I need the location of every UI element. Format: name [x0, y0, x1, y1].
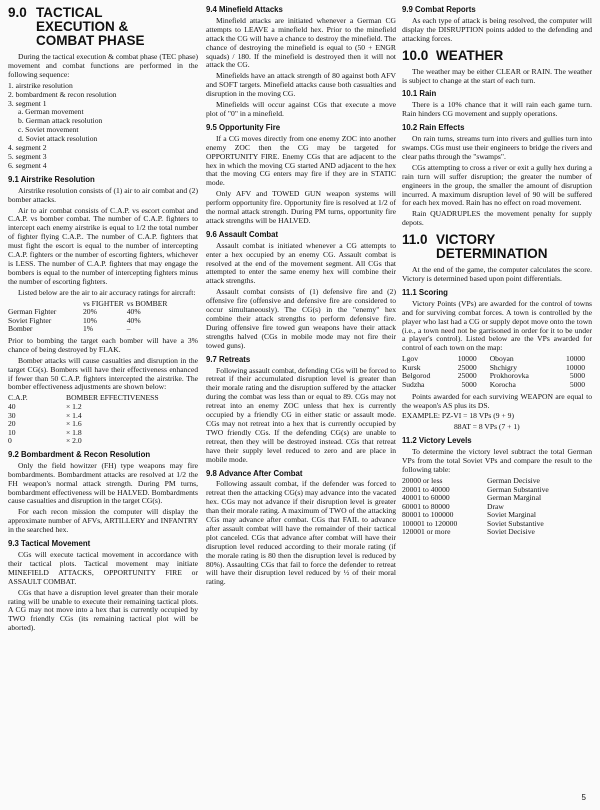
paragraph: Listed below are the air to air accuracy ratings for aircraft:: [18, 287, 196, 297]
table-cell: Draw: [487, 501, 504, 511]
table-cell: Lgov: [402, 354, 419, 364]
subsection-heading: 9.8 Advance After Combat: [206, 468, 303, 478]
list-item: 1. airstrike resolution: [8, 80, 73, 90]
table-cell: 80001 to 100000: [402, 510, 454, 520]
paragraph: At the end of the game, the computer calculates the score. Victory is determined based upon point differentials.: [402, 265, 592, 284]
table-cell: German Marginal: [487, 493, 542, 503]
list-item: c. Soviet movement: [18, 125, 79, 135]
section-10-heading: [402, 49, 592, 63]
sequence-list: [8, 82, 198, 171]
table-cell: × 1.8: [66, 427, 82, 437]
table-cell: 25000: [457, 362, 477, 372]
paragraph: For each recon mission the computer will display the approximate number of AFVs, ARTILLERY and INFANTRY in the searched hex.: [8, 507, 198, 535]
table-row: [8, 437, 162, 446]
table-cell: German Fighter: [8, 307, 57, 317]
table-cell: German Substantive: [487, 484, 549, 494]
paragraph: Following assault combat, if the defender was forced to retreat then the attacking CG(s) may advance into the vacated hex. CGs may not advance if their disruption level is greater than their morale rating. A maximum of TWO of the attacking CGs may advance after combat. CGs that FAIL to advance after assault combat will have the remainder of their tactical plot canceled. CGs that advance after combat will have their disruption level reduced according to their morale rating (if the morale rating is 80 then the disruption level is reduced by 80%). Assaulting CGs that fail to force the defender to retreat will have their disruption level reduced by ½ of their moral rating.: [206, 479, 396, 587]
paragraph: Prior to bombing the target each bomber will have a 3% chance of being destroyed by FLAK.: [8, 335, 198, 354]
paragraph: On rain turns, streams turn into rivers and gullies turn into swamps. CGs must use their engineers to bridge the rivers and clear paths through the "swamps".: [402, 134, 592, 161]
paragraph: Victory Points (VPs) are awarded for the control of towns and for surviving combat forces. A town is controlled by the player who last had a CG or supply depot move onto the town (i.e., a town need not be garrisoned in order for it to be under a player's control). Listed below are the VPs awarded for control of each town on the map:: [402, 298, 592, 353]
table-cell: 20001 to 40000: [402, 484, 450, 494]
table-cell: Soviet Fighter: [8, 315, 52, 325]
list-item: a. German movement: [18, 107, 84, 117]
table-row: [8, 420, 162, 429]
table-cell: Prokhorovka: [489, 371, 529, 381]
table-header: BOMBER EFFECTIVENESS: [66, 393, 159, 403]
table-cell: Oboyan: [489, 354, 514, 364]
subsection-heading: 9.4 Minefield Attacks: [206, 5, 283, 14]
section-title-line: WEATHER: [436, 47, 504, 63]
subsection-heading: 9.2 Bombardment & Recon Resolution: [8, 449, 151, 459]
table-cell: 60001 to 80000: [402, 501, 450, 511]
table-cell: 10%: [83, 315, 97, 325]
table-cell: Shchigry: [489, 362, 518, 372]
list-item: 3. segment 1: [8, 98, 47, 108]
page-number: 5: [581, 793, 586, 802]
paragraph: To determine the victory level subtract the total German VPs from the total Soviet VPs and compare the result to the following table:: [402, 447, 592, 474]
table-cell: × 1.2: [66, 401, 82, 411]
subsection-heading: 11.1 Scoring: [402, 287, 448, 297]
subsection-heading: 9.7 Retreats: [206, 354, 251, 364]
table-row: [8, 429, 162, 438]
paragraph: Points awarded for each surviving WEAPON are equal to the weapon's AS plus its DS.: [402, 391, 592, 410]
table-cell: × 2.0: [66, 436, 82, 446]
example-line: EXAMPLE: PZ-VI = 18 VPs (9 + 9): [402, 411, 514, 421]
paragraph: Bomber attacks will cause casualties and disruption in the target CG(s). Bombers will have their effectiveness enhanced if fewer than 50 C.A.P. fighters intercepted the airstrike. The bomber effectiveness adjustments are shown below:: [8, 355, 198, 392]
table-cell: Soviet Decisive: [487, 527, 535, 537]
paragraph: CGs that have a disruption level greater than their morale rating will be unable to execute their remaining tactical plots. A CG may not move into a hex that is currently occupied by TWO friendly CGs (its remaining tactical plot will be aborted).: [8, 587, 198, 633]
bomber-effectiveness-table: [8, 394, 162, 446]
table-cell: Soviet Marginal: [487, 510, 537, 520]
table-cell: 10000: [566, 362, 585, 372]
table-cell: 40: [8, 401, 16, 411]
list-item: d. Soviet attack resolution: [18, 134, 98, 144]
section-title-line: TACTICAL: [36, 5, 103, 20]
column-2: [206, 6, 396, 589]
column-1: [8, 6, 198, 635]
table-cell: Korocha: [489, 380, 516, 390]
section-title-line: EXECUTION &: [36, 19, 129, 34]
column-3: [402, 6, 592, 540]
table-cell: Soviet Substantive: [487, 518, 544, 528]
paragraph: Airstrike resolution consists of (1) air to air combat and (2) bomber attacks.: [8, 185, 198, 204]
example-line: 88AT = 8 VPs (7 + 1): [454, 422, 520, 432]
victory-levels-table: [402, 477, 552, 537]
list-item: 6. segment 4: [8, 160, 47, 170]
paragraph: If a CG moves directly from one enemy ZOC into another enemy ZOC then the CG may be targeted for OPPORTUNITY FIRE. Enemy CGs that are adjacent to the hex in which the moving CG started AND adjacent to the hex that the moving CG enters may fire if they are in STATIC mode.: [206, 133, 396, 188]
table-cell: 10: [8, 427, 16, 437]
table-cell: 40%: [126, 315, 141, 325]
table-cell: 0: [8, 436, 12, 446]
paragraph: Rain QUADRUPLES the movement penalty for supply depots.: [402, 209, 592, 228]
table-header-row: [8, 394, 162, 403]
table-row: [8, 403, 162, 412]
table-cell: 1%: [83, 324, 94, 334]
table-cell: × 1.6: [66, 419, 82, 429]
table-cell: 40001 to 60000: [402, 493, 450, 503]
paragraph: CGs will execute tactical movement in accordance with their tactical plots. Tactical movement may initiate MINEFIELD ATTACKS, OPPORTUNITY FIRE or ASSAULT COMBAT.: [8, 550, 198, 586]
paragraph: The weather may be either CLEAR or RAIN. The weather is subject to change at the start of each turn.: [402, 66, 592, 85]
section-title-line: VICTORY: [436, 232, 496, 248]
table-cell: 10000: [566, 354, 585, 364]
table-cell: 5000: [461, 380, 477, 390]
section-number: 10.0: [402, 47, 429, 63]
table-row: [402, 381, 588, 390]
paragraph: Assault combat is initiated whenever a CG attempts to enter a hex occupied by an enemy CG. Assault combat is resolved at the end of the movement segment. All CGs that attempted to enter the same enemy hex will combine their attack strengths.: [206, 240, 396, 286]
paragraph: Only AFV and TOWED GUN weapon systems will perform opportunity fire. Opportunity fire is resolved at 1/2 of the normal attack strength. During PM turns, opportunity fire attack strengths will be HALVED.: [206, 189, 396, 225]
table-cell: 20: [8, 419, 16, 429]
table-cell: 10000: [457, 354, 477, 364]
subsection-heading: 9.1 Airstrike Resolution: [8, 174, 95, 184]
table-cell: 5000: [569, 371, 585, 381]
table-row: [8, 412, 162, 421]
table-cell: 20000 or less: [402, 475, 443, 485]
paragraph: Only the field howitzer (FH) type weapons may fire bombardments. Bombardment attacks are resolved at 1/2 the FH weapon's normal attack strength. During PM turns, bombardment effectiveness will be HALVED. Bombardments cause casualties and disruption in the target CG(s).: [8, 460, 198, 506]
table-cell: –: [126, 324, 131, 334]
table-cell: Kursk: [402, 362, 421, 372]
table-cell: 25000: [457, 371, 477, 381]
subsection-heading: 11.2 Victory Levels: [402, 436, 472, 446]
paragraph: Air to air combat consists of C.A.P. vs escort combat and C.A.P. vs bomber combat. The number of C.A.P. fighters to intercept each enemy airstrike is equal to 1/2 the total number of fighter flying C.A.P.. The number of C.A.P. fighters that must fight the escort is equal to the number of intercepting C.A.P. fighters or the number of escorting fighters, whichever is LESS. The number of C.A.P. fighters that may engage the bombers is equal to the number of intercepting fighters minus the number of escorting fighters.: [8, 205, 198, 286]
table-row: [8, 325, 170, 334]
subsection-heading: 9.9 Combat Reports: [402, 5, 476, 14]
list-item: 5. segment 3: [8, 151, 47, 161]
paragraph: Following assault combat, defending CGs will be forced to retreat if their accumulated disruption level is greater than their morale rating and the disruption suffered by the attacker during the combat was less than or equal to 89. CGs may not retreat into an enemy ZOC unless that hex is currently occupied by a friendly CG in either static or assault mode. CGs may not retreat into a hex that is currently occupied by TWO friendly CGs. If the defending CG(s) are unable to retreat, then they will be destroyed instead. CGs that retreat have their supply level reduced to zero and are place in mobile mode.: [206, 365, 396, 464]
table-cell: Bomber: [8, 324, 33, 334]
paragraph: CGs attempting to cross a river or exit a gully hex during a rain turn will suffer disruption; the greater the number of engineers in the group, the smaller the amount of disruption incurred. A maximum disruption level of 90 will be suffered for each hex moved. Rain has no effect on road movement.: [402, 162, 592, 208]
paragraph: As each type of attack is being resolved, the computer will display the DISRUPTION points added to the defending and attacking forces.: [402, 15, 592, 43]
section-title-line: DETERMINATION: [436, 246, 548, 262]
table-cell: 100001 to 120000: [402, 518, 458, 528]
subsection-heading: 9.6 Assault Combat: [206, 229, 279, 239]
table-cell: German Decisive: [487, 475, 540, 485]
paragraph: There is a 10% chance that it will rain each game turn. Rain hinders CG movement and supply operations.: [402, 100, 592, 119]
table-cell: Sudzha: [402, 380, 425, 390]
section-number: 11.0: [402, 232, 428, 248]
list-item: 4. segment 2: [8, 143, 47, 153]
table-header: vs FIGHTER: [83, 298, 124, 308]
table-cell: × 1.4: [66, 410, 82, 420]
paragraph: Minefield attacks are initiated whenever a German CG attempts to LEAVE a minefield hex. Prior to the minefield attack the CG will have a chance to destroy the minefield. The chance of destroying the minefield is equal to (50 + ENGR squads) / 180. If the minefield is destroyed then it will not attack the CG.: [206, 15, 396, 70]
accuracy-table: [8, 300, 170, 334]
table-header: vs BOMBER: [126, 298, 168, 308]
section-title-line: COMBAT PHASE: [36, 33, 145, 48]
table-cell: 40%: [126, 307, 141, 317]
table-row: [402, 528, 552, 537]
paragraph: Minefields will occur against CGs that execute a move plot of "0" in a minefield.: [206, 100, 396, 118]
table-cell: 30: [8, 410, 16, 420]
table-cell: 120001 or more: [402, 527, 451, 537]
table-cell: 20%: [83, 307, 97, 317]
subsection-heading: 9.3 Tactical Movement: [8, 539, 91, 549]
table-header: C.A.P.: [8, 393, 28, 403]
section-9-heading: [8, 6, 198, 48]
section-11-heading: [402, 233, 592, 261]
subsection-heading: 10.1 Rain: [402, 89, 437, 99]
subsection-heading: 9.5 Opportunity Fire: [206, 122, 281, 132]
section-number: 9.0: [8, 5, 27, 20]
paragraph: Minefields have an attack strength of 80 against both AFV and SOFT targets. Minefield attacks cause both casualties and disruption in the moving CG.: [206, 71, 396, 99]
paragraph: During the tactical execution & combat phase (TEC phase) movement and combat functions are performed in the following sequence:: [8, 52, 198, 79]
table-cell: Belgorod: [402, 371, 431, 381]
town-vp-table: [402, 355, 588, 389]
paragraph: Assault combat consists of (1) defensive fire and (2) offensive fire (offensive and defensive fire are considered to occur simultaneously). The CG(s) in the "enemy" hex combine their attack strengths to perform defensive fire. During offensive fire towed gun weapons have their attack strengths halved (CGs in mobile mode may not fire their towed guns).: [206, 287, 396, 350]
list-item: b. German attack resolution: [18, 116, 103, 126]
list-item: 2. bombardment & recon resolution: [8, 89, 117, 99]
subsection-heading: 10.2 Rain Effects: [402, 123, 465, 133]
table-cell: 5000: [569, 380, 585, 390]
